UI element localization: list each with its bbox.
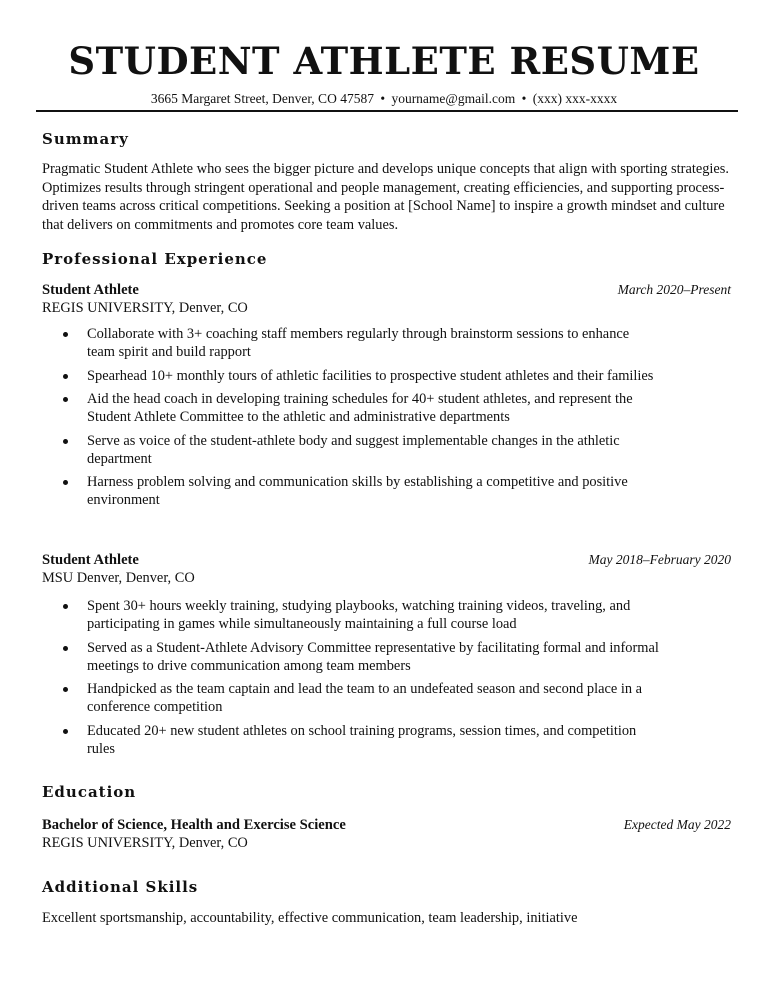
- experience-heading: Professional Experience: [42, 250, 268, 268]
- resume-title: STUDENT ATHLETE RESUME: [68, 39, 700, 83]
- summary-heading: Summary: [42, 130, 129, 148]
- skills-text: Excellent sportsmanship, accountability, effective communication, team leadership, initiative: [42, 910, 578, 926]
- job-dates: March 2020–Present: [617, 282, 731, 297]
- list-item: Handpicked as the team captain and lead the team to an undefeated season and second place in a conference competition: [60, 680, 660, 716]
- list-item: Served as a Student-Athlete Advisory Committee representative by facilitating formal and informal meetings to drive communication among team members: [60, 639, 660, 675]
- degree-title: Bachelor of Science, Health and Exercise Science: [42, 817, 346, 833]
- summary-text: Pragmatic Student Athlete who sees the bigger picture and develops unique concepts that align with sporting strategies. Optimizes results through stringent operational and people management, creating efficiencies, and supporting process-driven teams across critical competitions. Seeking a position at [School Name] to inspire a growth mindset and culture that delivers on commitments and promotes core team values.: [42, 161, 729, 233]
- list-item: Spearhead 10+ monthly tours of athletic facilities to prospective student athletes and their families: [60, 367, 660, 385]
- list-item: Harness problem solving and communication skills by establishing a competitive and positive environment: [60, 473, 660, 509]
- list-item: Aid the head coach in developing training schedules for 40+ student athletes, and represent the Student Athlete Committee to the athletic and administrative departments: [60, 390, 660, 426]
- job-bullets: [60, 325, 660, 515]
- job-bullets: [60, 597, 660, 763]
- header-divider: [36, 110, 738, 112]
- phone-text: (xxx) xxx-xxxx: [532, 91, 618, 106]
- job-organization: REGIS UNIVERSITY, Denver, CO: [42, 300, 248, 316]
- separator-dot: •: [521, 91, 527, 106]
- list-item: Serve as voice of the student-athlete body and suggest implementable changes in the athletic department: [60, 432, 660, 468]
- address-text: 3665 Margaret Street, Denver, CO 47587: [150, 91, 374, 106]
- email-text: yourname@gmail.com: [391, 91, 516, 106]
- separator-dot: •: [380, 91, 386, 106]
- skills-heading: Additional Skills: [42, 878, 199, 896]
- job-organization: MSU Denver, Denver, CO: [42, 570, 195, 586]
- job-title: Student Athlete: [42, 282, 139, 298]
- list-item: Collaborate with 3+ coaching staff members regularly through brainstorm sessions to enhance team spirit and build rapport: [60, 325, 660, 361]
- education-heading: Education: [42, 783, 137, 801]
- list-item: Spent 30+ hours weekly training, studying playbooks, watching training videos, traveling, and participating in games while simultaneously maintaining a full course load: [60, 597, 660, 633]
- contact-line: [0, 90, 768, 107]
- education-dates: Expected May 2022: [623, 817, 731, 832]
- job-dates: May 2018–February 2020: [588, 552, 731, 567]
- list-item: Educated 20+ new student athletes on school training programs, session times, and competition rules: [60, 722, 660, 758]
- job-title: Student Athlete: [42, 552, 139, 568]
- education-organization: REGIS UNIVERSITY, Denver, CO: [42, 835, 248, 851]
